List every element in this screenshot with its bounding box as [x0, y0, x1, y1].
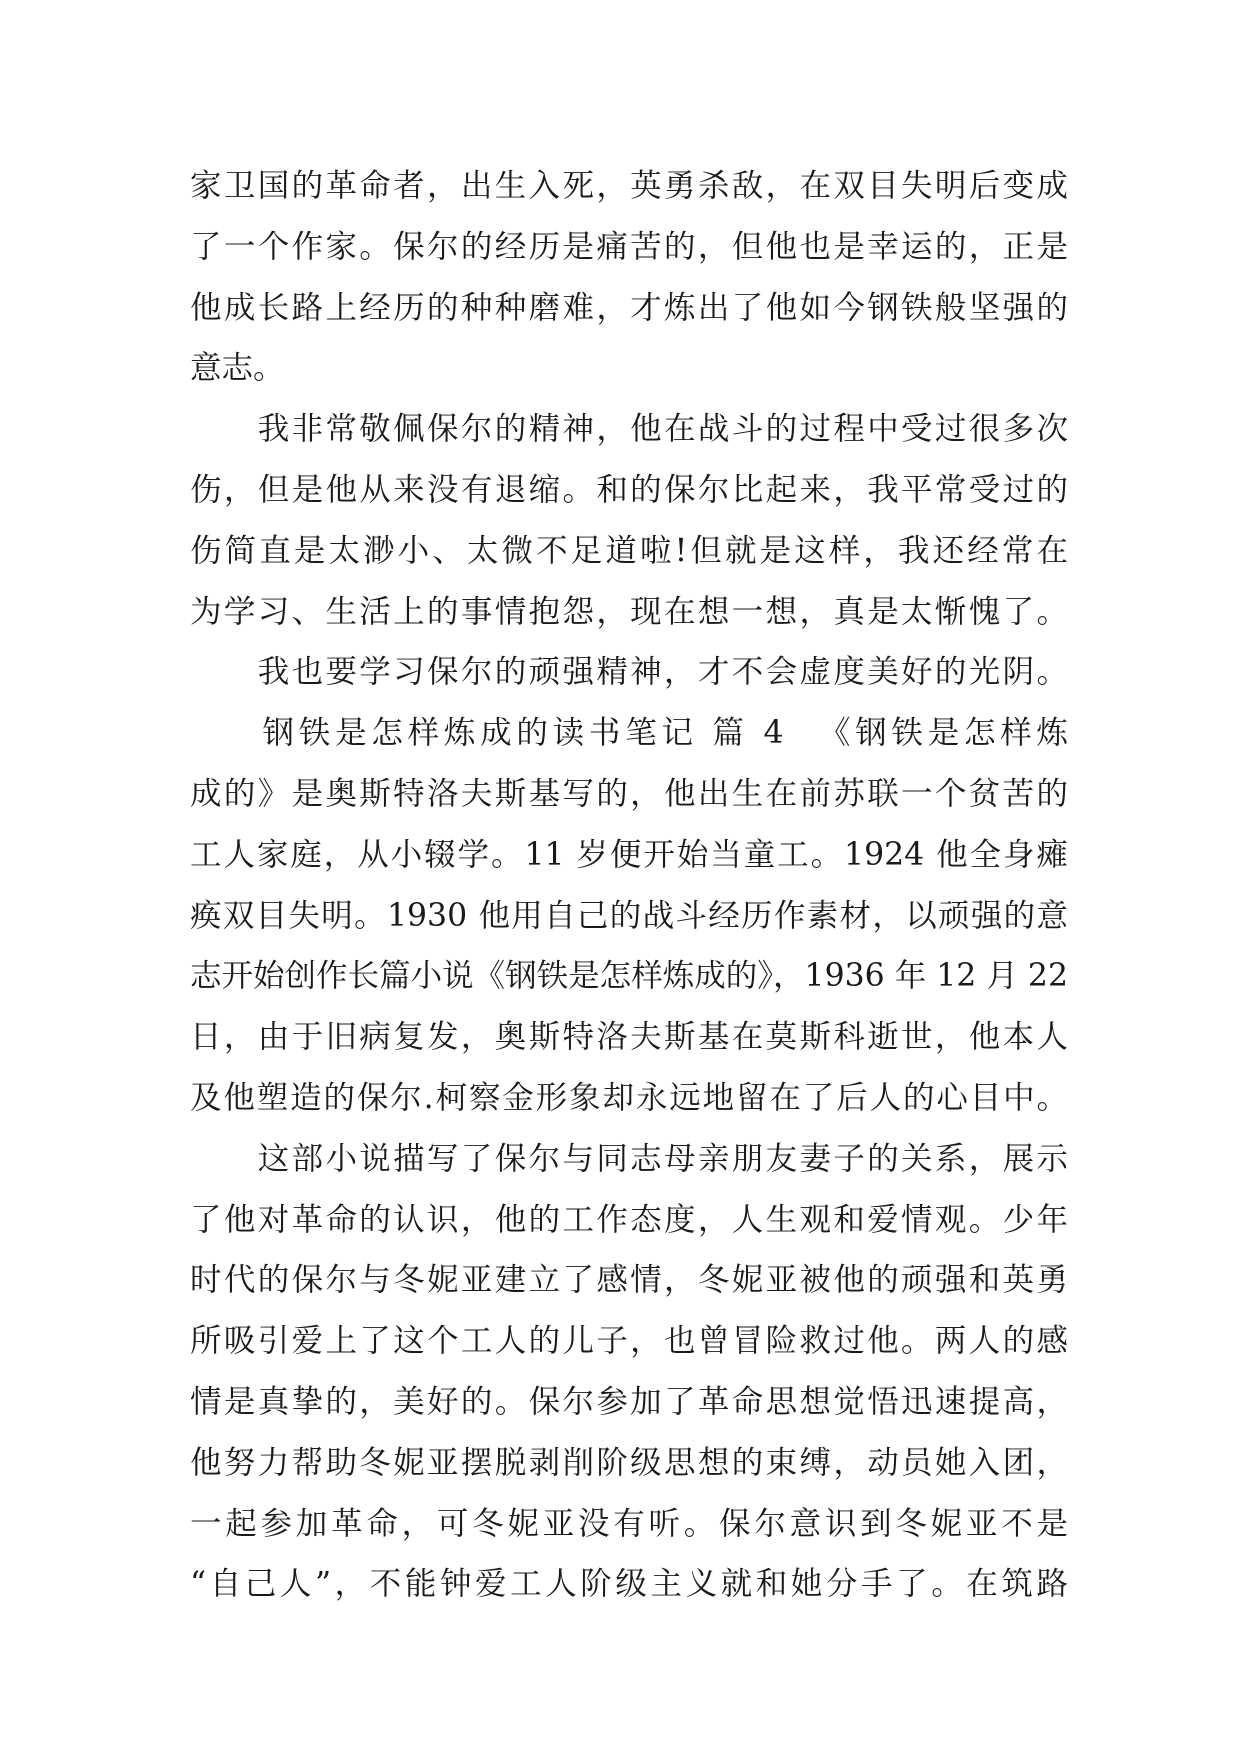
- text-line: 他努力帮助冬妮亚摆脱剥削阶级思想的束缚，动员她入团，: [190, 1444, 1068, 1481]
- text-line: 钢铁是怎样炼成的读书笔记 篇 4 《钢铁是怎样炼: [190, 715, 1068, 752]
- text-line: 工人家庭，从小辍学。11 岁便开始当童工。1924 他全身瘫: [190, 836, 1068, 873]
- text-line: 所吸引爱上了这个工人的儿子，也曾冒险救过他。两人的感: [190, 1323, 1068, 1360]
- text-line: 意志。: [190, 350, 285, 387]
- text-line: 情是真挚的，美好的。保尔参加了革命思想觉悟迅速提高，: [190, 1383, 1068, 1420]
- text-line: 伤简直是太渺小、太微不足道啦!但就是这样，我还经常在: [190, 532, 1068, 569]
- text-line: 这部小说描写了保尔与同志母亲朋友妻子的关系，展示: [190, 1140, 1068, 1177]
- text-line: “自己人”，不能钟爱工人阶级主义就和她分手了。在筑路: [190, 1566, 1068, 1603]
- text-line: 成的》是奥斯特洛夫斯基写的，他出生在前苏联一个贫苦的: [190, 775, 1068, 812]
- text-line: 了他对革命的认识，他的工作态度，人生观和爱情观。少年: [190, 1201, 1068, 1238]
- text-line: 志开始创作长篇小说《钢铁是怎样炼成的》，1936 年 12 月 22: [190, 958, 1068, 995]
- text-line: 家卫国的革命者，出生入死，英勇杀敌，在双目失明后变成: [190, 168, 1068, 204]
- text-line: 我也要学习保尔的顽强精神，才不会虚度美好的光阴。: [190, 654, 1068, 691]
- text-line: 伤，但是他从来没有退缩。和的保尔比起来，我平常受过的: [190, 471, 1068, 508]
- text-line: 了一个作家。保尔的经历是痛苦的，但他也是幸运的，正是: [190, 228, 1068, 265]
- text-line: 时代的保尔与冬妮亚建立了感情，冬妮亚被他的顽强和英勇: [190, 1262, 1068, 1299]
- text-line: 痪双目失明。1930 他用自己的战斗经历作素材，以顽强的意: [190, 897, 1068, 934]
- text-line: 他成长路上经历的种种磨难，才炼出了他如今钢铁般坚强的: [190, 289, 1068, 326]
- body-text: [190, 156, 1068, 1615]
- text-line: 及他塑造的保尔.柯察金形象却永远地留在了后人的心目中。: [190, 1079, 1068, 1116]
- text-line: 一起参加革命，可冬妮亚没有听。保尔意识到冬妮亚不是: [190, 1505, 1068, 1542]
- text-line: 为学习、生活上的事情抱怨，现在想一想，真是太惭愧了。: [190, 593, 1068, 630]
- text-line: 日，由于旧病复发，奥斯特洛夫斯基在莫斯科逝世，他本人: [190, 1019, 1068, 1056]
- text-line: 我非常敬佩保尔的精神，他在战斗的过程中受过很多次: [190, 411, 1068, 448]
